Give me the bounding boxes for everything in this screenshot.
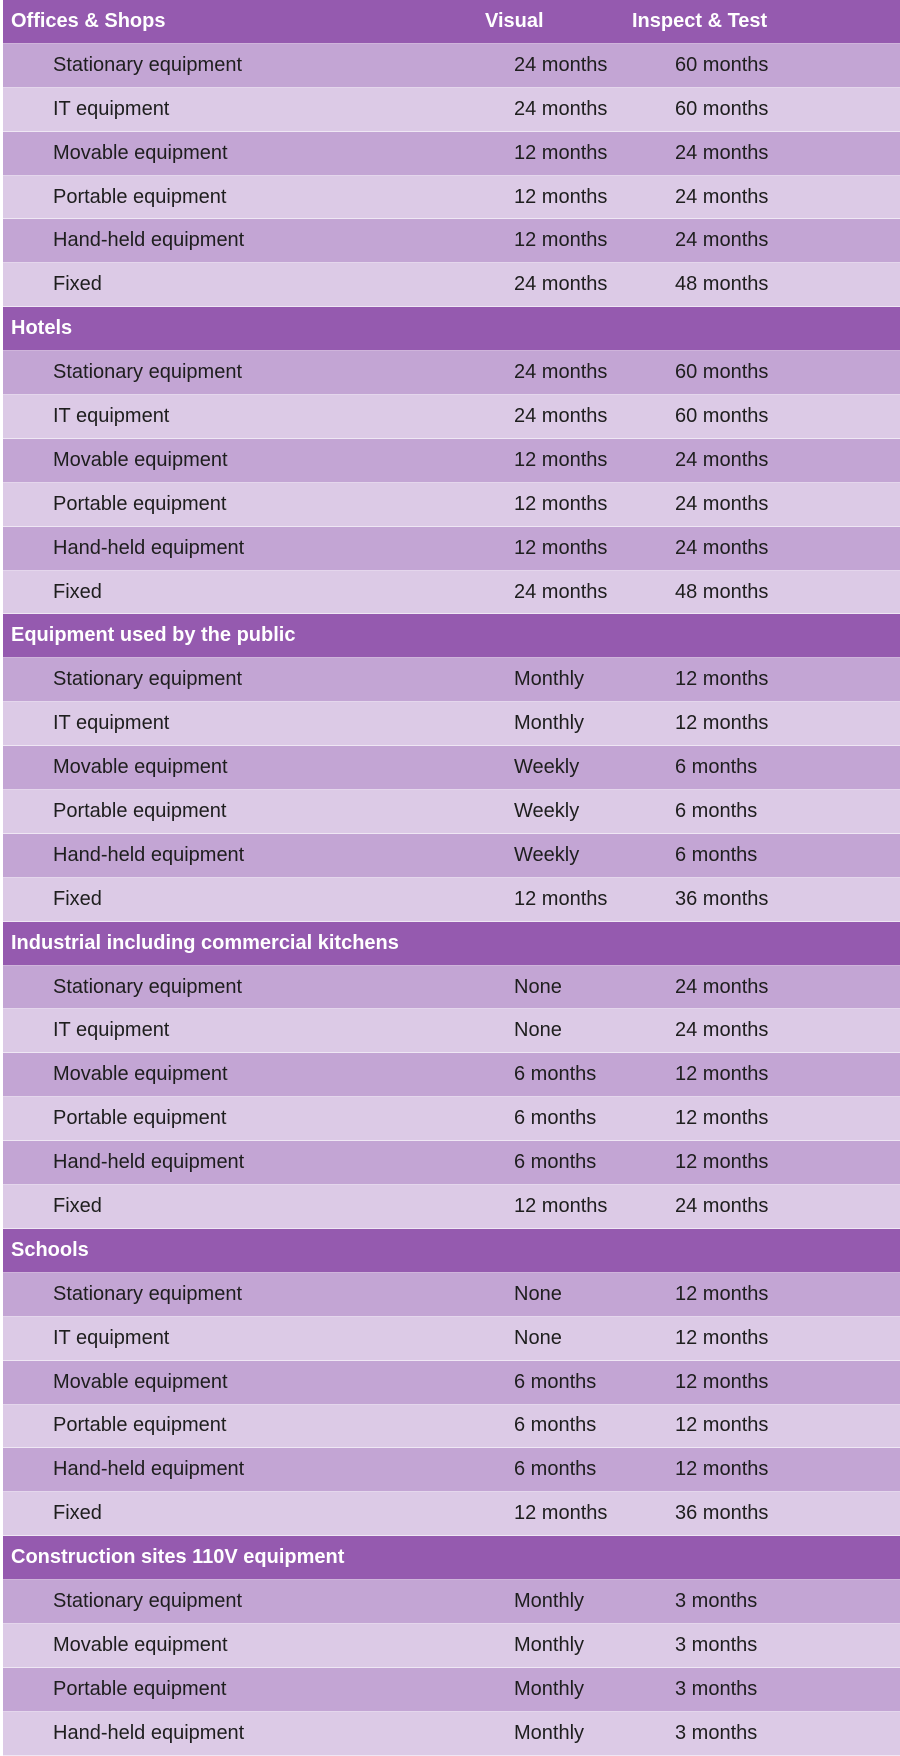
equipment-type-cell: Portable equipment xyxy=(53,799,227,822)
visual-interval-cell: Monthly xyxy=(514,1721,585,1744)
inspect-test-interval-cell: 12 months xyxy=(675,1458,769,1481)
table-row xyxy=(3,658,900,702)
inspect-test-interval-cell: 12 months xyxy=(675,1282,769,1305)
visual-interval-cell: Weekly xyxy=(514,843,580,866)
table-row xyxy=(3,878,900,922)
table-row xyxy=(3,571,900,615)
inspect-test-interval-cell: 48 months xyxy=(675,580,769,603)
table-row xyxy=(3,132,900,176)
table-row xyxy=(3,395,900,439)
visual-interval-cell: 6 months xyxy=(514,1151,597,1174)
section-header xyxy=(3,1229,900,1273)
table-row xyxy=(3,1141,900,1185)
table-row xyxy=(3,1448,900,1492)
table-row xyxy=(3,966,900,1010)
equipment-type-cell: Hand-held equipment xyxy=(53,1151,245,1174)
equipment-type-cell: IT equipment xyxy=(53,1326,170,1349)
inspect-test-interval-cell: 12 months xyxy=(675,1326,769,1349)
table-row xyxy=(3,1273,900,1317)
visual-interval-cell: 12 months xyxy=(514,1194,608,1217)
visual-interval-cell: 12 months xyxy=(514,185,608,208)
equipment-type-cell: Fixed xyxy=(53,1502,102,1525)
equipment-type-cell: Hand-held equipment xyxy=(53,843,245,866)
section-header xyxy=(3,307,900,351)
table-row xyxy=(3,834,900,878)
inspect-test-interval-cell: 6 months xyxy=(675,799,758,822)
section-title: Offices & Shops xyxy=(11,9,166,32)
visual-interval-cell: None xyxy=(514,975,562,998)
visual-interval-cell: None xyxy=(514,1326,562,1349)
inspect-test-interval-cell: 48 months xyxy=(675,273,769,296)
equipment-type-cell: Fixed xyxy=(53,273,102,296)
table-row xyxy=(3,1361,900,1405)
visual-interval-cell: Monthly xyxy=(514,1633,585,1656)
visual-interval-cell: 24 months xyxy=(514,361,608,384)
visual-interval-cell: 6 months xyxy=(514,1063,597,1086)
section-title: Equipment used by the public xyxy=(11,624,296,647)
table-row xyxy=(3,1185,900,1229)
visual-interval-cell: 12 months xyxy=(514,492,608,515)
inspect-test-interval-cell: 60 months xyxy=(675,404,769,427)
inspect-test-interval-cell: 3 months xyxy=(675,1590,758,1612)
visual-interval-cell: 12 months xyxy=(514,1502,608,1525)
equipment-type-cell: Stationary equipment xyxy=(53,975,243,998)
table-row xyxy=(3,1492,900,1536)
visual-interval-cell: None xyxy=(514,1019,562,1042)
visual-interval-cell: Monthly xyxy=(514,712,585,735)
column-header-visual: Visual xyxy=(485,9,544,32)
table-row xyxy=(3,88,900,132)
visual-interval-cell: 12 months xyxy=(514,887,608,910)
inspect-test-interval-cell: 36 months xyxy=(675,887,769,910)
equipment-type-cell: Stationary equipment xyxy=(53,1590,243,1612)
table-row xyxy=(3,1097,900,1141)
visual-interval-cell: 6 months xyxy=(514,1414,597,1437)
visual-interval-cell: 12 months xyxy=(514,448,608,471)
equipment-type-cell: Portable equipment xyxy=(53,1677,227,1700)
equipment-type-cell: IT equipment xyxy=(53,1019,170,1042)
column-header-inspect-test: Inspect & Test xyxy=(632,9,768,32)
visual-interval-cell: 12 months xyxy=(514,141,608,164)
table-row xyxy=(3,351,900,395)
equipment-type-cell: Stationary equipment xyxy=(53,361,243,384)
inspect-test-interval-cell: 6 months xyxy=(675,843,758,866)
inspect-test-interval-cell: 60 months xyxy=(675,361,769,384)
table-row xyxy=(3,702,900,746)
equipment-type-cell: Movable equipment xyxy=(53,448,228,471)
inspect-test-interval-cell: 3 months xyxy=(675,1633,758,1656)
inspect-test-interval-cell: 36 months xyxy=(675,1502,769,1525)
table-row xyxy=(3,219,900,263)
section-header xyxy=(3,922,900,966)
equipment-type-cell: Movable equipment xyxy=(53,1633,228,1656)
inspect-test-interval-cell: 12 months xyxy=(675,1107,769,1130)
visual-interval-cell: Weekly xyxy=(514,799,580,822)
visual-interval-cell: Monthly xyxy=(514,1677,585,1700)
inspect-test-interval-cell: 24 months xyxy=(675,1019,769,1042)
table-row xyxy=(3,1009,900,1053)
equipment-type-cell: Stationary equipment xyxy=(53,668,243,691)
inspect-test-interval-cell: 24 months xyxy=(675,492,769,515)
inspect-test-interval-cell: 12 months xyxy=(675,668,769,691)
equipment-type-cell: Stationary equipment xyxy=(53,53,243,76)
section-header xyxy=(3,614,900,658)
inspect-test-interval-cell: 3 months xyxy=(675,1677,758,1700)
inspect-test-interval-cell: 3 months xyxy=(675,1721,758,1744)
inspect-test-interval-cell: 6 months xyxy=(675,756,758,779)
table-row xyxy=(3,176,900,220)
equipment-type-cell: IT equipment xyxy=(53,97,170,120)
inspect-test-interval-cell: 24 months xyxy=(675,141,769,164)
visual-interval-cell: 12 months xyxy=(514,229,608,252)
inspect-test-interval-cell: 12 months xyxy=(675,1414,769,1437)
section-header xyxy=(3,1536,900,1580)
equipment-type-cell: Movable equipment xyxy=(53,756,228,779)
inspect-test-interval-cell: 24 months xyxy=(675,975,769,998)
inspect-test-interval-cell: 24 months xyxy=(675,536,769,559)
inspect-test-interval-cell: 60 months xyxy=(675,53,769,76)
visual-interval-cell: 6 months xyxy=(514,1107,597,1130)
table-row xyxy=(3,1053,900,1097)
visual-interval-cell: Monthly xyxy=(514,1590,585,1612)
visual-interval-cell: 24 months xyxy=(514,53,608,76)
equipment-type-cell: Hand-held equipment xyxy=(53,1458,245,1481)
table-row xyxy=(3,746,900,790)
equipment-type-cell: Portable equipment xyxy=(53,492,227,515)
inspect-test-interval-cell: 12 months xyxy=(675,712,769,735)
visual-interval-cell: 24 months xyxy=(514,580,608,603)
visual-interval-cell: None xyxy=(514,1282,562,1305)
equipment-type-cell: Stationary equipment xyxy=(53,1282,243,1305)
equipment-type-cell: Fixed xyxy=(53,580,102,603)
equipment-type-cell: Movable equipment xyxy=(53,141,228,164)
table-row xyxy=(3,1317,900,1361)
table-row xyxy=(3,1624,900,1668)
table-row xyxy=(3,1712,900,1756)
table-row xyxy=(3,263,900,307)
equipment-type-cell: Movable equipment xyxy=(53,1370,228,1393)
equipment-type-cell: Hand-held equipment xyxy=(53,536,245,559)
section-title: Schools xyxy=(11,1238,89,1261)
section-title: Construction sites 110V equipment xyxy=(11,1546,345,1569)
inspect-test-interval-cell: 24 months xyxy=(675,448,769,471)
table-row xyxy=(3,790,900,834)
inspect-test-interval-cell: 24 months xyxy=(675,185,769,208)
equipment-type-cell: Fixed xyxy=(53,1194,102,1217)
visual-interval-cell: 24 months xyxy=(514,97,608,120)
inspect-test-interval-cell: 12 months xyxy=(675,1063,769,1086)
visual-interval-cell: 24 months xyxy=(514,404,608,427)
visual-interval-cell: 6 months xyxy=(514,1458,597,1481)
equipment-type-cell: Portable equipment xyxy=(53,185,227,208)
equipment-type-cell: IT equipment xyxy=(53,404,170,427)
equipment-type-cell: IT equipment xyxy=(53,712,170,735)
equipment-type-cell: Hand-held equipment xyxy=(53,229,245,252)
inspect-test-interval-cell: 24 months xyxy=(675,1194,769,1217)
visual-interval-cell: Monthly xyxy=(514,668,585,691)
inspect-test-interval-cell: 60 months xyxy=(675,97,769,120)
visual-interval-cell: 24 months xyxy=(514,273,608,296)
inspect-test-interval-cell: 24 months xyxy=(675,229,769,252)
visual-interval-cell: 6 months xyxy=(514,1370,597,1393)
table-row xyxy=(3,1405,900,1449)
table-row xyxy=(3,1668,900,1712)
inspection-frequency-table xyxy=(3,0,900,1756)
section-title: Industrial including commercial kitchens xyxy=(11,931,399,954)
equipment-type-cell: Portable equipment xyxy=(53,1414,227,1437)
table-row xyxy=(3,44,900,88)
equipment-type-cell: Fixed xyxy=(53,887,102,910)
inspect-test-interval-cell: 12 months xyxy=(675,1370,769,1393)
table-row xyxy=(3,527,900,571)
table-row xyxy=(3,1580,900,1624)
section-title: Hotels xyxy=(11,317,73,340)
equipment-type-cell: Hand-held equipment xyxy=(53,1721,245,1744)
inspect-test-interval-cell: 12 months xyxy=(675,1151,769,1174)
visual-interval-cell: Weekly xyxy=(514,756,580,779)
visual-interval-cell: 12 months xyxy=(514,536,608,559)
table-row xyxy=(3,483,900,527)
table-row xyxy=(3,439,900,483)
equipment-type-cell: Portable equipment xyxy=(53,1107,227,1130)
equipment-type-cell: Movable equipment xyxy=(53,1063,228,1086)
section-header xyxy=(3,0,900,44)
